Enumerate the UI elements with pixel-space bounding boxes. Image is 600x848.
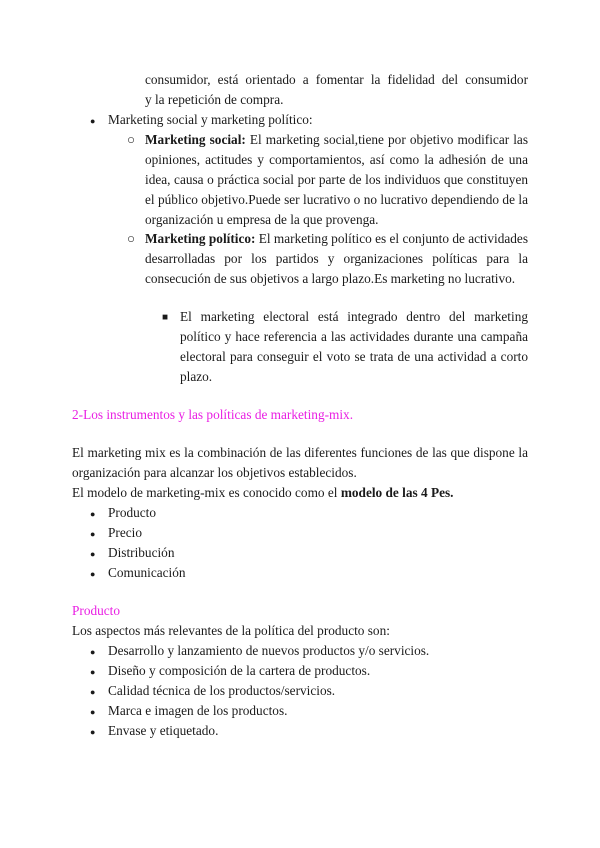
filled-circle-bullet-icon: ●: [90, 647, 96, 657]
list-item-comunicacion: Comunicación: [108, 565, 186, 580]
marketing-social-text: El marketing social,tiene por objetivo modificar las opiniones, actitudes y comportamientos, así como la adhesión de una idea, causa o práctica social por parte de los individuos que constituyen el público objetivo.Puede ser lucrativo o no lucrativo dependiendo de la organización u empresa de la que provenga.: [145, 132, 528, 227]
list-item-producto-aspect: Marca e imagen de los productos.: [108, 703, 288, 718]
4p-model-bold: modelo de las 4 Pes.: [340, 485, 454, 500]
filled-circle-bullet-icon: ●: [90, 529, 96, 539]
section-heading-marketing-mix: 2-Los instrumentos y las políticas de marketing-mix.: [72, 407, 354, 422]
filled-circle-bullet-icon: ●: [90, 549, 96, 559]
filled-circle-bullet-icon: ●: [90, 116, 96, 126]
hollow-circle-bullet-icon: ○: [127, 132, 136, 147]
list-item-producto-aspect: Diseño y composición de la cartera de productos.: [108, 663, 371, 678]
intro-continuation-line2: y la repetición de compra.: [145, 92, 284, 107]
paragraph-marketing-mix-definition: El marketing mix es la combinación de las diferentes funciones de las que dispone la organización para alcanzar los objetivos establecidos.: [72, 445, 528, 480]
list-item-social-politico: Marketing social y marketing político:: [108, 112, 313, 127]
list-item-marketing-social: [145, 130, 528, 230]
filled-circle-bullet-icon: ●: [90, 707, 96, 717]
list-item-marketing-electoral: El marketing electoral está integrado dentro del marketing político y hace referencia a las actividades durante una campaña electoral para conseguir el voto se trata de una actividad a corto plazo.: [180, 309, 528, 384]
list-item-producto-aspect: Desarrollo y lanzamiento de nuevos productos y/o servicios.: [108, 643, 430, 658]
hollow-circle-bullet-icon: ○: [127, 231, 136, 246]
list-item-precio: Precio: [108, 525, 142, 540]
paragraph-producto-intro: Los aspectos más relevantes de la política del producto son:: [72, 623, 390, 638]
list-item-producto-aspect: Calidad técnica de los productos/servicios.: [108, 683, 336, 698]
marketing-social-title: Marketing social:: [145, 132, 246, 147]
filled-circle-bullet-icon: ●: [90, 727, 96, 737]
filled-square-bullet-icon: ■: [162, 312, 169, 323]
section-heading-producto: Producto: [72, 603, 121, 618]
intro-continuation-line1: consumidor, está orientado a fomentar la fidelidad del consumidor: [145, 72, 528, 87]
filled-circle-bullet-icon: ●: [90, 687, 96, 697]
list-item-producto-aspect: Envase y etiquetado.: [108, 723, 219, 738]
filled-circle-bullet-icon: ●: [90, 569, 96, 579]
filled-circle-bullet-icon: ●: [90, 509, 96, 519]
marketing-politico-title: Marketing político:: [145, 231, 256, 246]
marketing-politico-text: El marketing político es el conjunto de actividades desarrolladas por los partidos y organizaciones políticas para la consecución de sus objetivos a largo plazo.Es marketing no lucrativo.: [145, 231, 529, 286]
paragraph-4p-model: El modelo de marketing-mix es conocido como el modelo de las 4 Pes.: [72, 485, 454, 500]
list-item-distribucion: Distribución: [108, 545, 175, 560]
filled-circle-bullet-icon: ●: [90, 667, 96, 677]
list-item-marketing-politico: [145, 229, 528, 289]
list-item-producto: Producto: [108, 505, 157, 520]
